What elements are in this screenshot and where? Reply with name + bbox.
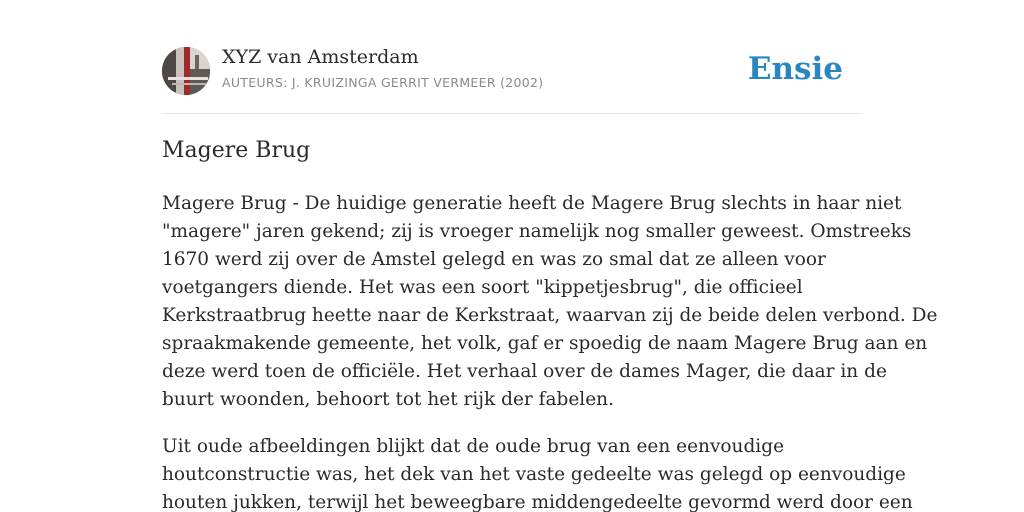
entry-paragraph	[162, 190, 938, 414]
paragraph-line: "magere" jaren gekend; zij is vroeger namelijk nog smaller geweest. Omstreeks	[162, 221, 912, 242]
book-cover-avatar[interactable]	[162, 47, 210, 95]
paragraph-line: spraakmakende gemeente, het volk, gaf er spoedig de naam Magere Brug aan en	[162, 333, 928, 354]
paragraph-line: buurt woonden, behoort tot het rijk der fabelen.	[162, 389, 614, 410]
paragraph-line: houten jukken, terwijl het beweegbare middengedeelte gevormd werd door een	[162, 492, 913, 512]
paragraph-line: 1670 werd zij over de Amstel gelegd en was zo smal dat ze alleen voor	[162, 249, 826, 270]
paragraph-line: voetgangers diende. Het was een soort "kippetjesbrug", die officieel	[162, 277, 803, 298]
header	[162, 46, 862, 96]
book-authors: AUTEURS: J. KRUIZINGA GERRIT VERMEER (2002)	[222, 75, 544, 90]
paragraph-line: Kerkstraatbrug heette naar de Kerkstraat, waarvan zij de beide delen verbond. De	[162, 305, 938, 326]
header-divider	[162, 113, 862, 114]
book-cover-photo-icon	[162, 47, 210, 95]
entry-paragraph	[162, 433, 913, 512]
entry-title: Magere Brug	[162, 138, 311, 163]
paragraph-line: Magere Brug - De huidige generatie heeft de Magere Brug slechts in haar niet	[162, 193, 902, 214]
ensie-logo[interactable]: Ensie	[747, 51, 843, 87]
paragraph-line: houtconstructie was, het dek van het vaste gedeelte was gelegd op eenvoudige	[162, 464, 906, 485]
entry-body	[162, 190, 938, 512]
paragraph-line: deze werd toen de officiële. Het verhaal over de dames Mager, die daar in de	[162, 361, 887, 382]
book-title[interactable]: XYZ van Amsterdam	[222, 46, 419, 68]
paragraph-line: Uit oude afbeeldingen blijkt dat de oude brug van een eenvoudige	[162, 436, 785, 457]
